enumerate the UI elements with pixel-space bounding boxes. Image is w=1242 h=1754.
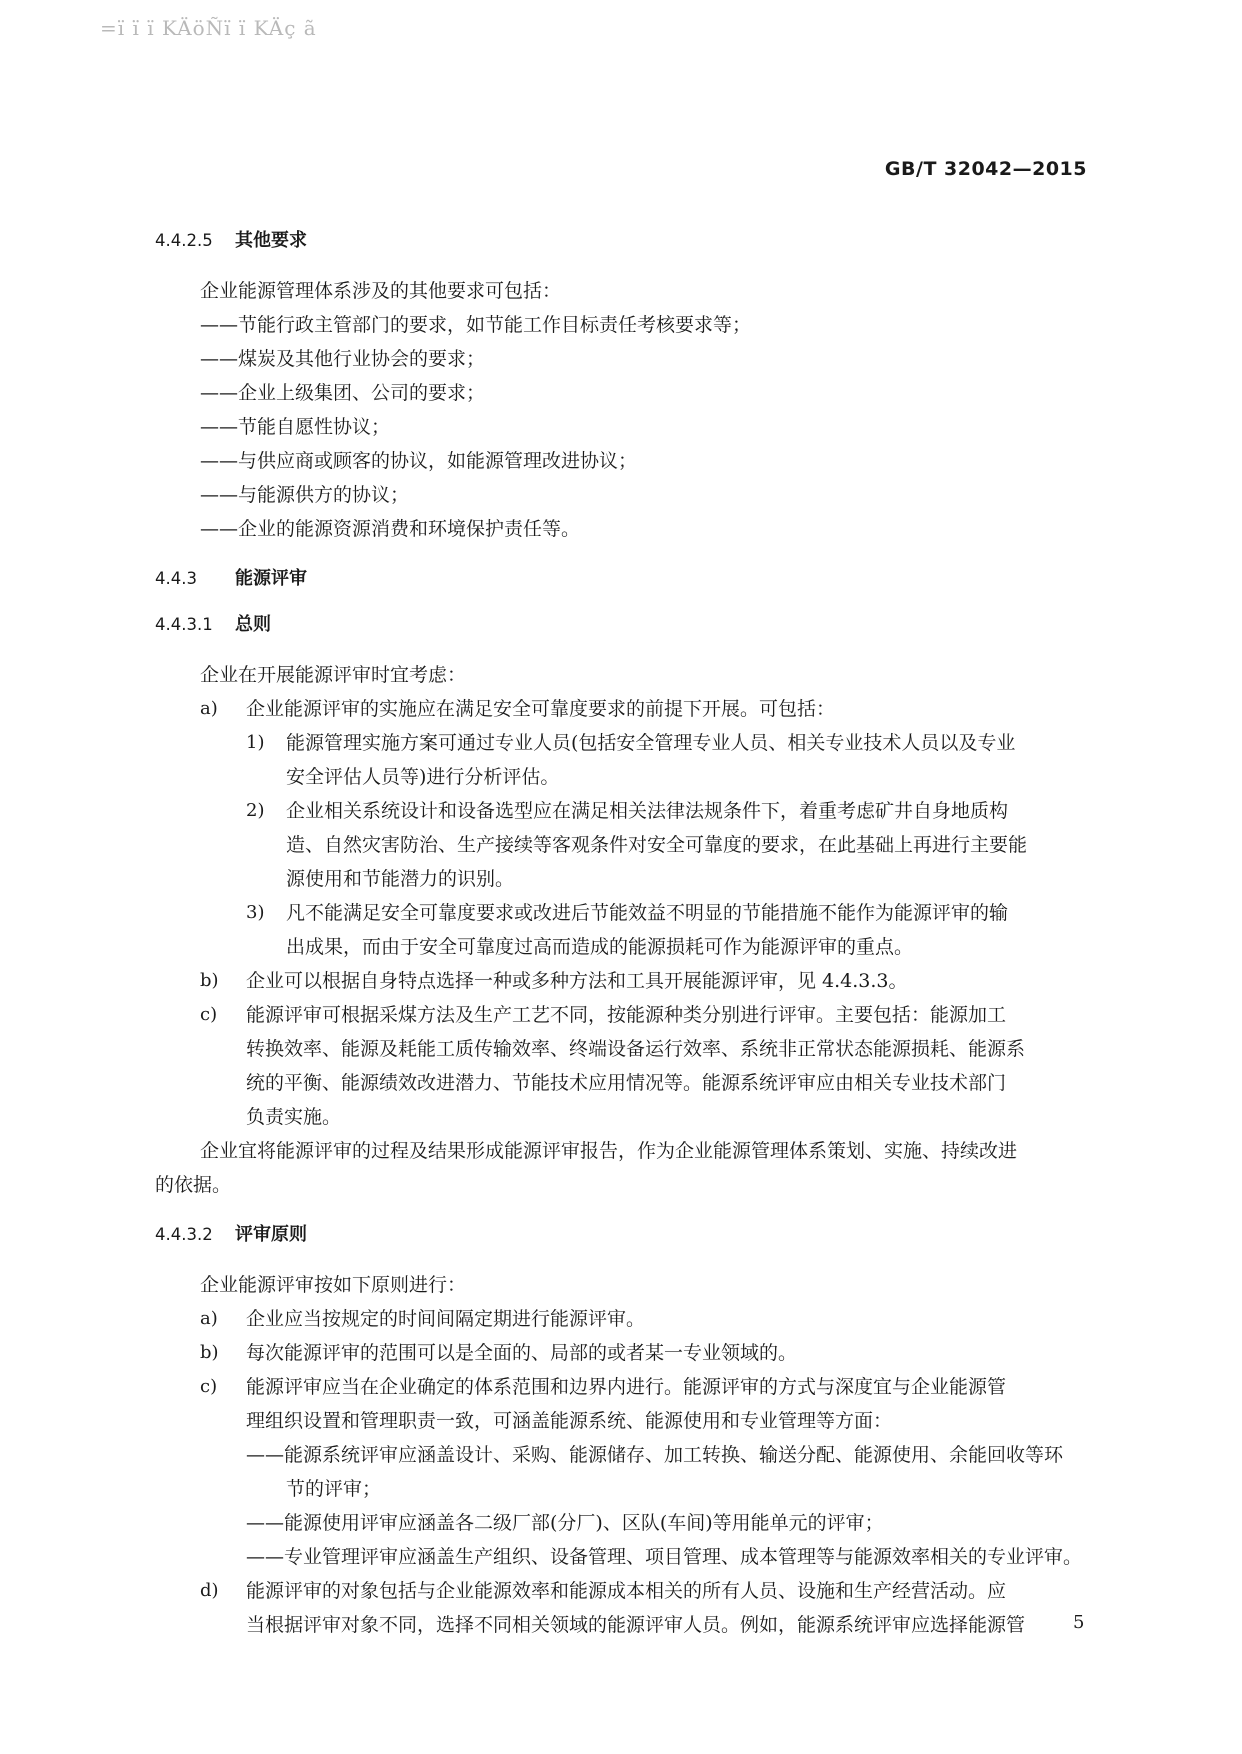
- list-item-4425-4: ——节能自愿性协议；: [200, 416, 391, 438]
- watermark-text: =ï ï ï KÄöÑï ï KÄç ã: [100, 16, 317, 40]
- subitem-marker-1: 1): [246, 732, 265, 753]
- item-c-line: 统的平衡、能源绩效改进潜力、节能技术应用情况等。能源系统评审应由相关专业技术部门: [246, 1072, 1007, 1094]
- subitem-marker-2: 2): [246, 800, 265, 821]
- item-marker-b: b): [200, 970, 219, 991]
- list-item-4425-6: ——与能源供方的协议；: [200, 484, 410, 506]
- item-marker-a: a): [200, 698, 218, 719]
- item-d-line: 能源评审的对象包括与企业能源效率和能源成本相关的所有人员、设施和生产经营活动。应: [246, 1580, 1007, 1602]
- list-item-4425-5: ——与供应商或顾客的协议，如能源管理改进协议；: [200, 450, 638, 472]
- heading-4425: 4.4.2.5 其他要求: [155, 230, 307, 251]
- item-b-line: 每次能源评审的范围可以是全面的、局部的或者某一专业领域的。: [246, 1342, 798, 1364]
- paragraph-4431-closing: 企业宜将能源评审的过程及结果形成能源评审报告，作为企业能源管理体系策划、实施、持续改进: [200, 1140, 1018, 1162]
- item-c-line: 能源评审可根据采煤方法及生产工艺不同，按能源种类分别进行评审。主要包括：能源加工: [246, 1004, 1007, 1026]
- paragraph-4431-intro: 企业在开展能源评审时宜考虑：: [200, 664, 467, 686]
- item-marker-c: c): [200, 1376, 218, 1397]
- subitem-marker-3: 3): [246, 902, 265, 923]
- item-a-line: 企业能源评审的实施应在满足安全可靠度要求的前提下开展。可包括：: [246, 698, 836, 720]
- subitem-2-line: 造、自然灾害防治、生产接续等客观条件对安全可靠度的要求，在此基础上再进行主要能: [286, 834, 1028, 856]
- subitem-2-line: 源使用和节能潜力的识别。: [286, 868, 515, 890]
- heading-4432: 4.4.3.2 评审原则: [155, 1224, 307, 1245]
- subitem-1-line: 安全评估人员等)进行分析评估。: [286, 766, 560, 788]
- item-c-line: 负责实施。: [246, 1106, 342, 1128]
- item-marker-b: b): [200, 1342, 219, 1363]
- heading-443: 4.4.3 能源评审: [155, 568, 307, 589]
- item-c-line: 理组织设置和管理职责一致，可涵盖能源系统、能源使用和专业管理等方面：: [246, 1410, 893, 1432]
- item-b-line: 企业可以根据自身特点选择一种或多种方法和工具开展能源评审，见 4.4.3.3。: [246, 970, 908, 992]
- dash-item-1: ——能源系统评审应涵盖设计、采购、能源储存、加工转换、输送分配、能源使用、余能回收等环: [246, 1444, 1064, 1466]
- subitem-1-line: 能源管理实施方案可通过专业人员(包括安全管理专业人员、相关专业技术人员以及专业: [286, 732, 1016, 754]
- list-item-4425-3: ——企业上级集团、公司的要求；: [200, 382, 486, 404]
- item-marker-c: c): [200, 1004, 218, 1025]
- paragraph-4425-intro: 企业能源管理体系涉及的其他要求可包括：: [200, 280, 562, 302]
- subitem-2-line: 企业相关系统设计和设备选型应在满足相关法律法规条件下，着重考虑矿井自身地质构: [286, 800, 1009, 822]
- subitem-3-line: 出成果，而由于安全可靠度过高而造成的能源损耗可作为能源评审的重点。: [286, 936, 914, 958]
- item-marker-d: d): [200, 1580, 219, 1601]
- item-c-line: 能源评审应当在企业确定的体系范围和边界内进行。能源评审的方式与深度宜与企业能源管: [246, 1376, 1007, 1398]
- item-d-line: 当根据评审对象不同，选择不同相关领域的能源评审人员。例如，能源系统评审应选择能源管: [246, 1614, 1026, 1636]
- heading-4431: 4.4.3.1 总则: [155, 614, 271, 635]
- page-number: 5: [1073, 1612, 1085, 1633]
- item-marker-a: a): [200, 1308, 218, 1329]
- standard-number: GB/T 32042—2015: [884, 158, 1087, 180]
- dash-item-3: ——专业管理评审应涵盖生产组织、设备管理、项目管理、成本管理等与能源效率相关的专业评审。: [246, 1546, 1083, 1568]
- subitem-3-line: 凡不能满足安全可靠度要求或改进后节能效益不明显的节能措施不能作为能源评审的输: [286, 902, 1009, 924]
- paragraph-4432-intro: 企业能源评审按如下原则进行：: [200, 1274, 467, 1296]
- item-a-line: 企业应当按规定的时间间隔定期进行能源评审。: [246, 1308, 646, 1330]
- paragraph-4431-closing: 的依据。: [155, 1174, 232, 1196]
- dash-item-1: 节的评审；: [286, 1478, 382, 1500]
- list-item-4425-2: ——煤炭及其他行业协会的要求；: [200, 348, 486, 370]
- list-item-4425-1: ——节能行政主管部门的要求，如节能工作目标责任考核要求等；: [200, 314, 752, 336]
- dash-item-2: ——能源使用评审应涵盖各二级厂部(分厂)、区队(车间)等用能单元的评审；: [246, 1512, 884, 1534]
- list-item-4425-7: ——企业的能源资源消费和环境保护责任等。: [200, 518, 581, 540]
- item-c-line: 转换效率、能源及耗能工质传输效率、终端设备运行效率、系统非正常状态能源损耗、能源系: [246, 1038, 1026, 1060]
